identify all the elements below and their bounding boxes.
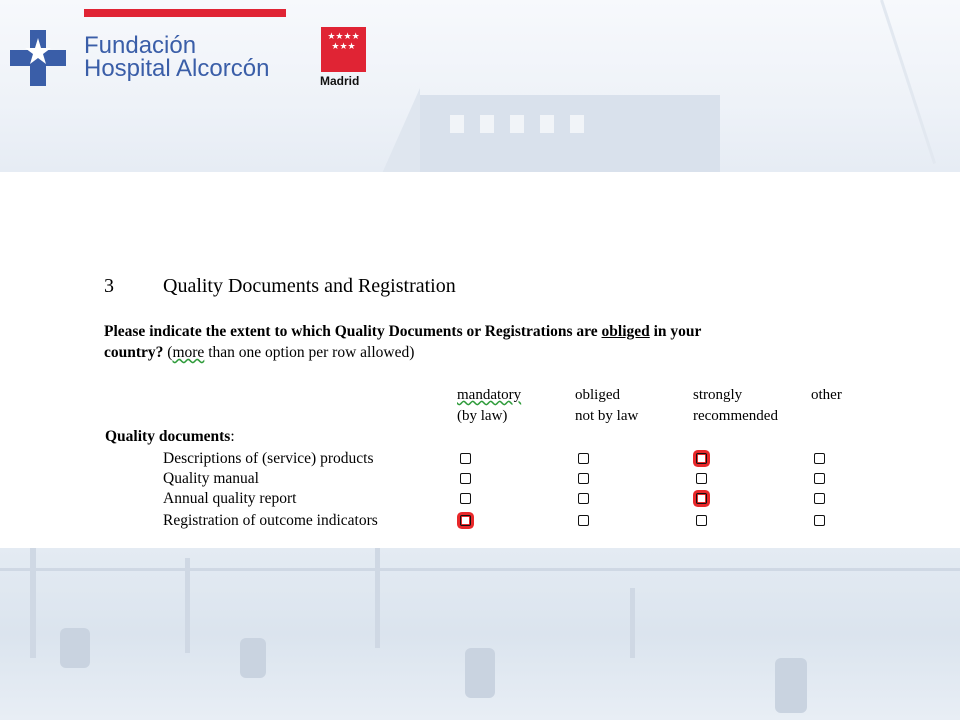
building-window	[450, 115, 464, 133]
header-banner	[0, 0, 960, 172]
post-decoration	[630, 588, 635, 658]
section-title: Quality Documents and Registration	[163, 275, 456, 297]
post-decoration	[30, 548, 36, 658]
question-paren-open: (	[163, 344, 173, 361]
org-name-line2: Hospital Alcorcón	[84, 55, 270, 82]
question-country: country?	[104, 344, 164, 361]
group-label-colon: :	[230, 428, 235, 445]
column-header-line1: obliged	[575, 387, 620, 403]
question-text-end: in your	[649, 323, 702, 340]
footer-banner	[0, 548, 960, 720]
building-decoration	[420, 95, 720, 172]
madrid-stars: ★★★★ ★★★	[327, 32, 360, 52]
building-window	[510, 115, 524, 133]
group-label	[105, 428, 235, 446]
checkbox-obliged[interactable]	[578, 515, 589, 526]
column-header-line2: recommended	[693, 408, 778, 424]
question-underlined-word: obliged	[601, 323, 650, 340]
row-label: Registration of outcome indicators	[163, 512, 378, 529]
bollard-decoration	[465, 648, 495, 698]
document-page	[0, 172, 960, 548]
madrid-label: Madrid	[320, 74, 360, 88]
checkbox-obliged[interactable]	[578, 453, 589, 464]
bollard-decoration	[60, 628, 90, 668]
checkbox-mandatory[interactable]	[460, 473, 471, 484]
org-name-line1: Fundación	[84, 32, 197, 59]
column-header-line2: (by law)	[457, 408, 508, 424]
checkbox-mandatory[interactable]	[460, 493, 471, 504]
column-header-line2: not by law	[575, 408, 639, 424]
bollard-decoration	[775, 658, 807, 713]
row-label: Annual quality report	[163, 490, 297, 507]
building-window	[480, 115, 494, 133]
org-name	[84, 34, 269, 80]
bollard-decoration	[240, 638, 266, 678]
row-label: Quality manual	[163, 470, 259, 487]
spellcheck-word: more	[172, 344, 205, 361]
question-line2	[104, 344, 414, 362]
rail-decoration	[0, 568, 960, 571]
building-window	[570, 115, 584, 133]
post-decoration	[375, 548, 380, 648]
brand-red-bar	[84, 9, 286, 17]
checkbox-strongly[interactable]	[696, 473, 707, 484]
section-number: 3	[104, 275, 114, 297]
checkbox-strongly[interactable]	[696, 453, 707, 464]
checkbox-other[interactable]	[814, 515, 825, 526]
pole-decoration	[880, 0, 936, 164]
checkbox-other[interactable]	[814, 493, 825, 504]
checkbox-obliged[interactable]	[578, 493, 589, 504]
building-window	[540, 115, 554, 133]
checkbox-other[interactable]	[814, 473, 825, 484]
checkbox-obliged[interactable]	[578, 473, 589, 484]
group-label-text: Quality documents	[105, 428, 231, 445]
column-header-other	[811, 385, 842, 406]
hospital-cross-logo-icon	[8, 28, 68, 88]
checkbox-other[interactable]	[814, 453, 825, 464]
question-text: Please indicate the extent to which Quality Documents or Registrations are	[104, 323, 602, 340]
row-label: Descriptions of (service) products	[163, 450, 374, 467]
checkbox-mandatory[interactable]	[460, 453, 471, 464]
post-decoration	[185, 558, 190, 653]
column-header-line1: other	[811, 387, 842, 403]
column-header-strongly	[693, 385, 778, 427]
question-note: than one option per row allowed)	[204, 344, 415, 361]
checkbox-strongly[interactable]	[696, 515, 707, 526]
column-header-obliged	[575, 385, 638, 427]
checkbox-mandatory[interactable]	[460, 515, 471, 526]
question-line1	[104, 323, 701, 341]
column-header-mandatory	[457, 385, 521, 427]
checkbox-strongly[interactable]	[696, 493, 707, 504]
building-roof-decoration	[380, 88, 420, 172]
column-header-line1: mandatory	[457, 387, 522, 403]
madrid-flag-icon	[321, 27, 366, 72]
column-header-line1: strongly	[693, 387, 743, 403]
